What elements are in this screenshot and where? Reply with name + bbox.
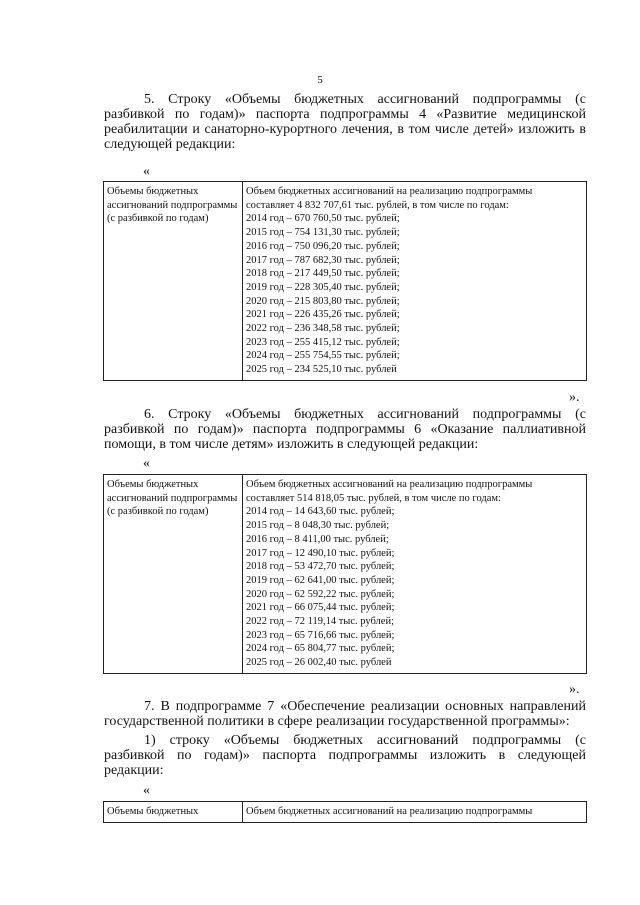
allocation-line: 2014 год – 14 643,60 тыс. рублей; (246, 506, 395, 518)
section-6-open-quote: « (143, 456, 150, 471)
allocation-line: 2018 год – 217 449,50 тыс. рублей; (246, 268, 400, 280)
section-7-left-cell: Объемы бюджетных (104, 802, 243, 823)
section-5-close-quote: ». (569, 390, 580, 405)
section-7-intro: 7. В подпрограмме 7 «Обеспечение реализации основных направлений государственной политики в сфере реализации государственной программы»: (104, 699, 586, 729)
section-6-close-quote: ». (569, 682, 580, 697)
allocation-line: Объем бюджетных ассигнований на реализацию подпрограммы (246, 186, 533, 197)
section-5-open-quote: « (143, 164, 150, 179)
section-7-table (103, 801, 587, 823)
allocation-line: 2018 год – 53 472,70 тыс. рублей; (246, 561, 395, 573)
allocation-line: 2023 год – 255 415,12 тыс. рублей; (246, 336, 400, 348)
allocation-line: 2016 год – 8 411,00 тыс. рублей; (246, 533, 389, 545)
table-row (104, 182, 587, 381)
table-row (104, 802, 587, 823)
allocation-line: 2024 год – 255 754,55 тыс. рублей; (246, 350, 400, 362)
allocation-line: 2023 год – 65 716,66 тыс. рублей; (246, 629, 395, 641)
allocation-line: 2021 год – 226 435,26 тыс. рублей; (246, 309, 400, 321)
allocation-line: Объем бюджетных ассигнований на реализацию подпрограммы (246, 479, 533, 490)
section-7-right-cell: Объем бюджетных ассигнований на реализацию подпрограммы (243, 802, 587, 823)
section-5-table (103, 181, 587, 381)
section-6-table (103, 474, 587, 674)
allocation-line: 2025 год – 234 525,10 тыс. рублей (246, 364, 397, 376)
allocation-line: 2017 год – 12 490,10 тыс. рублей; (246, 547, 395, 559)
allocation-line: составляет 4 832 707,61 тыс. рублей, в том числе по годам: (246, 199, 509, 211)
allocation-line: 2016 год – 750 096,20 тыс. рублей; (246, 240, 400, 252)
section-7-open-quote: « (143, 783, 150, 798)
allocation-line: 2015 год – 8 048,30 тыс. рублей; (246, 520, 390, 532)
allocation-line: 2019 год – 228 305,40 тыс. рублей; (246, 281, 400, 293)
allocation-line: 2014 год – 670 760,50 тыс. рублей; (246, 213, 400, 225)
allocation-line: 2020 год – 62 592,22 тыс. рублей; (246, 588, 395, 600)
allocation-line: 2022 год – 236 348,58 тыс. рублей; (246, 323, 400, 335)
allocation-line: 2020 год – 215 803,80 тыс. рублей; (246, 295, 400, 307)
section-6-left-cell: Объемы бюджетных ассигнований подпрограммы (с разбивкой по годам) (104, 475, 243, 674)
allocation-line: составляет 514 818,05 тыс. рублей, в том числе по годам: (246, 492, 501, 504)
section-6-right-cell (243, 475, 587, 674)
allocation-line: 2022 год – 72 119,14 тыс. рублей; (246, 616, 394, 628)
section-5-intro: 5. Строку «Объемы бюджетных ассигнований подпрограммы (с разбивкой по годам)» паспорта подпрограммы 4 «Развитие медицинской реабилитации и санаторно-курортного лечения, в том числе детей» изложить в следующей редакции: (104, 92, 586, 152)
allocation-line: 2024 год – 65 804,77 тыс. рублей; (246, 643, 395, 655)
section-7-item-1: 1) строку «Объемы бюджетных ассигнований подпрограммы (с разбивкой по годам)» паспорта подпрограммы изложить в следующей редакции: (104, 733, 586, 778)
allocation-line: 2017 год – 787 682,30 тыс. рублей; (246, 254, 400, 266)
allocation-line: 2025 год – 26 002,40 тыс. рублей (246, 657, 392, 669)
allocation-line: 2019 год – 62 641,00 тыс. рублей; (246, 574, 395, 586)
allocation-line: 2021 год – 66 075,44 тыс. рублей; (246, 602, 395, 614)
allocation-line: 2015 год – 754 131,30 тыс. рублей; (246, 227, 400, 239)
section-6-intro: 6. Строку «Объемы бюджетных ассигнований подпрограммы (с разбивкой по годам)» паспорта подпрограммы 6 «Оказание паллиативной помощи, в том числе детям» изложить в следующей редакции: (104, 407, 586, 452)
page-number: 5 (317, 74, 323, 86)
section-5-right-cell (243, 182, 587, 381)
section-5-left-cell: Объемы бюджетных ассигнований подпрограммы (с разбивкой по годам) (104, 182, 243, 381)
table-row (104, 475, 587, 674)
